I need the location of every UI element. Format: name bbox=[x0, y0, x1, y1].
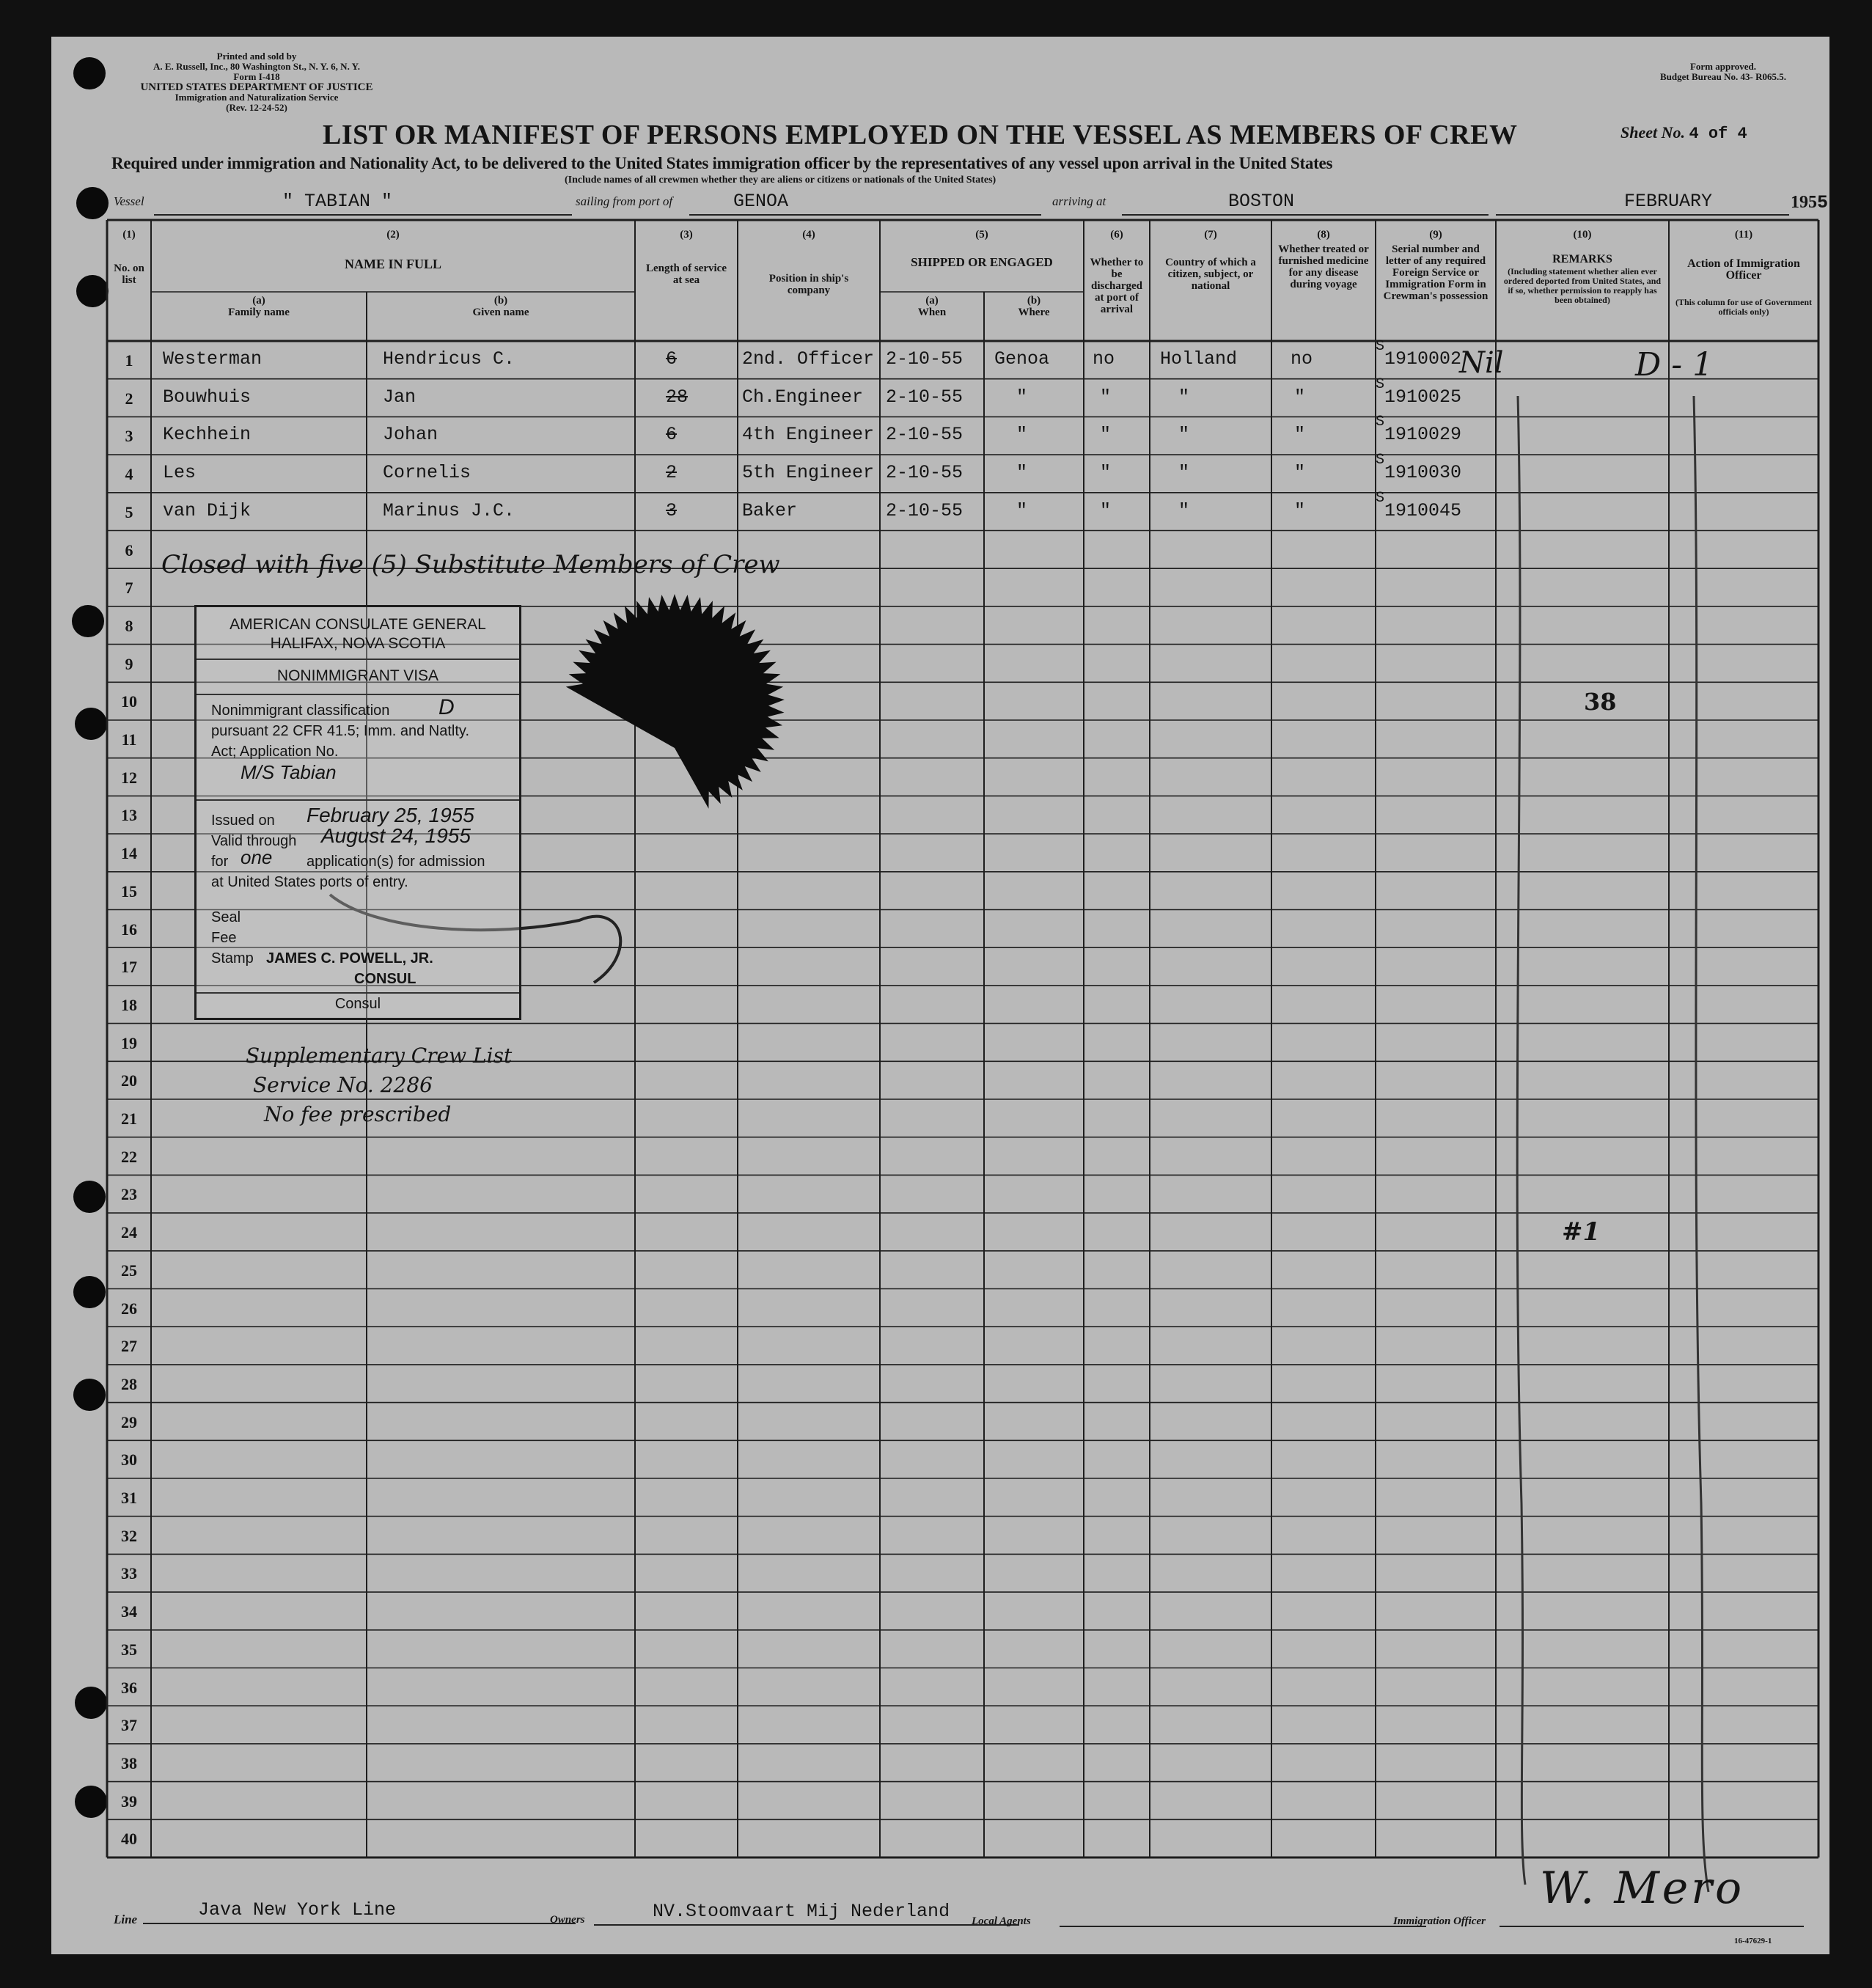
officer-signature: W. Mero bbox=[1540, 1863, 1745, 1914]
visa-consulate: AMERICAN CONSULATE GENERAL bbox=[230, 616, 486, 633]
crew-given-name: Marinus J.C. bbox=[383, 499, 515, 521]
crew-shipped-where: Genoa bbox=[994, 348, 1050, 370]
row-number: 3 bbox=[125, 427, 133, 446]
crew-medicine: " bbox=[1294, 386, 1306, 408]
row-number: 30 bbox=[121, 1450, 137, 1470]
crew-serial-letter: S bbox=[1376, 489, 1385, 507]
row-number: 6 bbox=[125, 540, 133, 560]
row-number: 23 bbox=[121, 1185, 137, 1204]
visa-act: Act; Application No. bbox=[211, 744, 339, 760]
embossed-seal bbox=[535, 594, 843, 887]
visa-signer: JAMES C. POWELL, JR. bbox=[266, 950, 433, 967]
crew-position: 2nd. Officer bbox=[742, 348, 875, 370]
header-when: When bbox=[917, 307, 947, 318]
printer-line1: Printed and sold by bbox=[216, 51, 297, 62]
header-name-in-full: NAME IN FULL bbox=[344, 257, 441, 271]
sailing-from-label: sailing from port of bbox=[576, 194, 673, 208]
row-number: 25 bbox=[121, 1261, 137, 1280]
row-number: 40 bbox=[121, 1830, 137, 1849]
crew-country: " bbox=[1178, 499, 1190, 521]
crew-given-name: Cornelis bbox=[383, 462, 471, 484]
row-number: 36 bbox=[121, 1678, 137, 1697]
row-number: 20 bbox=[121, 1071, 137, 1090]
crew-country: " bbox=[1178, 462, 1190, 484]
action-d1: D - 1 bbox=[1635, 346, 1714, 384]
department: UNITED STATES DEPARTMENT OF JUSTICE bbox=[140, 81, 373, 93]
visa-classification-label: Nonimmigrant classification bbox=[211, 703, 390, 719]
crew-discharged: " bbox=[1100, 499, 1112, 521]
crew-medicine: " bbox=[1294, 499, 1306, 521]
owners-label: Owners bbox=[550, 1914, 585, 1926]
row-number: 31 bbox=[121, 1489, 137, 1507]
crew-position: 5th Engineer bbox=[742, 462, 875, 484]
col-num-9: (9) bbox=[1429, 229, 1442, 241]
crew-discharged: " bbox=[1100, 462, 1112, 484]
manifest-sheet bbox=[51, 37, 1829, 1954]
crew-given-name: Johan bbox=[383, 424, 438, 446]
row-number: 24 bbox=[121, 1223, 137, 1242]
row-number: 21 bbox=[121, 1109, 137, 1128]
crew-length-of-service: 6 bbox=[666, 424, 678, 446]
visa-stamp bbox=[194, 605, 521, 1020]
visa-city: HALIFAX, NOVA SCOTIA bbox=[270, 635, 446, 652]
row-number: 16 bbox=[121, 920, 137, 939]
header-no-on-list: No. on list bbox=[114, 263, 144, 286]
visa-consul: Consul bbox=[334, 996, 381, 1012]
crew-medicine: " bbox=[1294, 462, 1306, 484]
visa-for-label: for bbox=[211, 854, 229, 870]
row-number: 12 bbox=[121, 768, 137, 787]
revision: (Rev. 12-24-52) bbox=[226, 102, 287, 113]
crew-shipped-where: " bbox=[1016, 499, 1028, 521]
header-where: Where bbox=[1018, 307, 1050, 318]
arrival-month: FEBRUARY bbox=[1624, 191, 1713, 212]
subnote: (Include names of all crewmen whether they are aliens or citizens or nationals of the United States) bbox=[565, 175, 996, 186]
given-sub: (b) bbox=[493, 295, 508, 307]
line-label: Line bbox=[114, 1912, 138, 1926]
crew-family-name: Kechhein bbox=[163, 424, 252, 446]
crew-shipped-when: 2-10-55 bbox=[886, 462, 963, 484]
form-code: 16-47629-1 bbox=[1734, 1937, 1772, 1945]
col-num-4: (4) bbox=[802, 229, 815, 241]
row-number: 7 bbox=[125, 579, 133, 598]
supplementary-line2: Service No. 2286 bbox=[253, 1073, 433, 1097]
col-num-1: (1) bbox=[122, 229, 136, 241]
row-number: 9 bbox=[125, 654, 133, 673]
crew-length-of-service: 2 bbox=[666, 462, 678, 484]
visa-issued-label: Issued on bbox=[211, 813, 275, 829]
supplementary-line1: Supplementary Crew List bbox=[246, 1043, 513, 1068]
owners-value: NV.Stoomvaart Mij Nederland bbox=[653, 1901, 950, 1922]
header-remarks: REMARKS bbox=[1552, 253, 1612, 265]
crew-shipped-when: 2-10-55 bbox=[886, 386, 963, 408]
crew-country: Holland bbox=[1160, 348, 1238, 370]
visa-application: application(s) for admission bbox=[307, 854, 485, 870]
family-sub: (a) bbox=[252, 295, 265, 307]
row-number: 38 bbox=[121, 1753, 137, 1772]
where-sub: (b) bbox=[1027, 295, 1041, 307]
mark-row24: #1 bbox=[1562, 1217, 1601, 1247]
crew-given-name: Hendricus C. bbox=[383, 348, 515, 370]
header-discharged: Whether to be discharged at port of arrival bbox=[1090, 257, 1144, 315]
agents-field bbox=[1060, 1902, 1426, 1927]
crew-discharged: " bbox=[1100, 386, 1112, 408]
crew-shipped-where: " bbox=[1016, 386, 1028, 408]
header-given-name: Given name bbox=[472, 307, 529, 318]
crew-serial-letter: S bbox=[1376, 338, 1385, 355]
header-medicine: Whether treated or furnished medicine for any disease during voyage bbox=[1278, 243, 1369, 290]
row-number: 34 bbox=[121, 1602, 137, 1621]
visa-signer-title: CONSUL bbox=[354, 971, 416, 987]
row-number: 15 bbox=[121, 881, 137, 901]
visa-divider bbox=[197, 799, 519, 801]
supplementary-line3: No fee prescribed bbox=[264, 1102, 452, 1126]
vessel-label: Vessel bbox=[114, 194, 144, 208]
form-number: Form I-418 bbox=[233, 71, 280, 82]
row-number: 27 bbox=[121, 1337, 137, 1356]
crew-medicine: " bbox=[1294, 424, 1306, 446]
visa-pursuant: pursuant 22 CFR 41.5; Imm. and Natlty. bbox=[211, 723, 470, 739]
row-number: 18 bbox=[121, 995, 137, 1014]
header-shipped: SHIPPED OR ENGAGED bbox=[911, 255, 1053, 269]
year-prefix: 195 bbox=[1791, 193, 1817, 212]
crew-family-name: van Dijk bbox=[163, 499, 252, 521]
visa-divider bbox=[197, 992, 519, 994]
row-number: 29 bbox=[121, 1412, 137, 1431]
row-number: 37 bbox=[121, 1716, 137, 1735]
row-number: 35 bbox=[121, 1640, 137, 1659]
row-number: 14 bbox=[121, 844, 137, 863]
crew-serial-number: 1910025 bbox=[1384, 386, 1462, 408]
crew-length-of-service: 28 bbox=[666, 386, 689, 408]
sheet-value: 4 of 4 bbox=[1689, 125, 1747, 143]
visa-divider bbox=[197, 694, 519, 695]
crew-family-name: Bouwhuis bbox=[163, 386, 252, 408]
sailing-from-port: GENOA bbox=[733, 191, 789, 212]
crew-shipped-when: 2-10-55 bbox=[886, 499, 963, 521]
crew-family-name: Westerman bbox=[163, 348, 263, 370]
col-num-6: (6) bbox=[1110, 229, 1123, 241]
visa-issued: February 25, 1955 bbox=[307, 804, 474, 826]
crew-serial-number: 1910002 bbox=[1384, 348, 1462, 370]
crew-country: " bbox=[1178, 386, 1190, 408]
visa-ports: at United States ports of entry. bbox=[211, 874, 408, 890]
row-number: 8 bbox=[125, 616, 133, 635]
header-position: Position in ship's company bbox=[768, 273, 849, 296]
col-num-7: (7) bbox=[1204, 229, 1217, 241]
row-number: 28 bbox=[121, 1374, 137, 1393]
visa-seal: Seal bbox=[211, 909, 241, 925]
arriving-port: BOSTON bbox=[1228, 191, 1295, 212]
service: Immigration and Naturalization Service bbox=[175, 92, 339, 103]
crew-serial-letter: S bbox=[1376, 452, 1385, 469]
year-suffix: 5 bbox=[1817, 192, 1829, 213]
header-action: Action of Immigration Officer bbox=[1687, 257, 1800, 282]
number-38: 38 bbox=[1584, 688, 1617, 716]
header-length: Length of service at sea bbox=[646, 263, 727, 286]
agents-label: Local Agents bbox=[972, 1915, 1031, 1927]
crew-shipped-when: 2-10-55 bbox=[886, 424, 963, 446]
visa-for-value: one bbox=[241, 846, 273, 868]
crew-shipped-where: " bbox=[1016, 424, 1028, 446]
crew-serial-number: 1910045 bbox=[1384, 499, 1462, 521]
crew-position: Ch.Engineer bbox=[742, 386, 864, 408]
vessel-name: " TABIAN " bbox=[282, 191, 393, 212]
crew-family-name: Les bbox=[163, 462, 197, 484]
header-serial: Serial number and letter of any required Foreign Service or Immigration Form in Crewman's possession bbox=[1383, 243, 1489, 302]
crew-position: 4th Engineer bbox=[742, 424, 875, 446]
crew-discharged: no bbox=[1093, 348, 1115, 370]
row-number: 1 bbox=[125, 351, 133, 370]
approval-line1: Form approved. bbox=[1689, 61, 1757, 72]
sheet-label-text: Sheet No. bbox=[1620, 123, 1685, 142]
remarks-nil: Nil bbox=[1459, 346, 1504, 380]
row-number: 11 bbox=[121, 730, 137, 749]
visa-vessel: M/S Tabian bbox=[241, 761, 337, 783]
seal-shape bbox=[566, 594, 785, 809]
remarks-note: (Including statement whether alien ever ordered deported from United States, and if so, whether permission to reapply has been obtained) bbox=[1503, 266, 1662, 305]
printer-line2: A. E. Russell, Inc., 80 Washington St., N. Y. 6, N. Y. bbox=[153, 61, 361, 72]
row-number: 10 bbox=[121, 692, 137, 711]
remarks-pencil-line bbox=[1517, 396, 1525, 1885]
action-pencil-line bbox=[1694, 396, 1708, 1892]
row-number: 26 bbox=[121, 1299, 137, 1318]
line-field bbox=[143, 1899, 576, 1924]
crew-serial-number: 1910030 bbox=[1384, 462, 1462, 484]
visa-stamp-label: Stamp bbox=[211, 950, 254, 967]
row-number: 13 bbox=[121, 806, 137, 825]
row-number: 5 bbox=[125, 502, 133, 521]
row-number: 2 bbox=[125, 389, 133, 408]
header-family-name: Family name bbox=[228, 307, 290, 318]
page-title: LIST OR MANIFEST OF PERSONS EMPLOYED ON THE VESSEL AS MEMBERS OF CREW bbox=[323, 120, 1518, 150]
crew-length-of-service: 3 bbox=[666, 499, 678, 521]
crew-shipped-where: " bbox=[1016, 462, 1028, 484]
col-num-3: (3) bbox=[680, 229, 693, 241]
visa-classification: D bbox=[438, 695, 455, 719]
row-number: 17 bbox=[121, 958, 137, 977]
row-number: 33 bbox=[121, 1564, 137, 1583]
crew-serial-number: 1910029 bbox=[1384, 424, 1462, 446]
approval-line2: Budget Bureau No. 43- R065.5. bbox=[1659, 71, 1787, 82]
visa-divider bbox=[197, 659, 519, 660]
line-value: Java New York Line bbox=[198, 1899, 397, 1921]
crew-length-of-service: 6 bbox=[666, 348, 678, 370]
crew-country: " bbox=[1178, 424, 1190, 446]
crew-serial-letter: S bbox=[1376, 375, 1385, 393]
crew-serial-letter: S bbox=[1376, 414, 1385, 431]
visa-valid-label: Valid through bbox=[211, 833, 297, 849]
when-sub: (a) bbox=[925, 295, 939, 307]
col-num-11: (11) bbox=[1734, 229, 1753, 241]
row-number: 39 bbox=[121, 1791, 137, 1811]
closed-note: Closed with five (5) Substitute Members of Crew bbox=[161, 550, 780, 579]
header-country: Country of which a citizen, subject, or national bbox=[1165, 257, 1256, 292]
crew-discharged: " bbox=[1100, 424, 1112, 446]
subtitle: Required under immigration and Nationality Act, to be delivered to the United States immigration officer by the representatives of any vessel upon arrival in the United States bbox=[111, 154, 1333, 172]
col-num-5: (5) bbox=[975, 229, 988, 241]
row-number: 4 bbox=[125, 465, 133, 484]
col-num-8: (8) bbox=[1317, 229, 1330, 241]
row-number: 32 bbox=[121, 1526, 137, 1545]
col-num-2: (2) bbox=[386, 229, 400, 241]
visa-type: NONIMMIGRANT VISA bbox=[276, 667, 439, 684]
action-note: (This column for use of Government officials only) bbox=[1675, 297, 1813, 317]
row-number: 19 bbox=[121, 1033, 137, 1052]
owners-field bbox=[594, 1901, 1019, 1926]
col-num-10: (10) bbox=[1573, 229, 1592, 241]
crew-given-name: Jan bbox=[383, 386, 416, 408]
crew-position: Baker bbox=[742, 499, 798, 521]
row-number: 22 bbox=[121, 1147, 137, 1166]
officer-label: Immigration Officer bbox=[1393, 1915, 1486, 1927]
crew-shipped-when: 2-10-55 bbox=[886, 348, 963, 370]
visa-valid: August 24, 1955 bbox=[321, 824, 471, 847]
crew-medicine: no bbox=[1291, 348, 1313, 370]
visa-fee: Fee bbox=[211, 930, 237, 946]
arriving-label: arriving at bbox=[1052, 194, 1106, 208]
